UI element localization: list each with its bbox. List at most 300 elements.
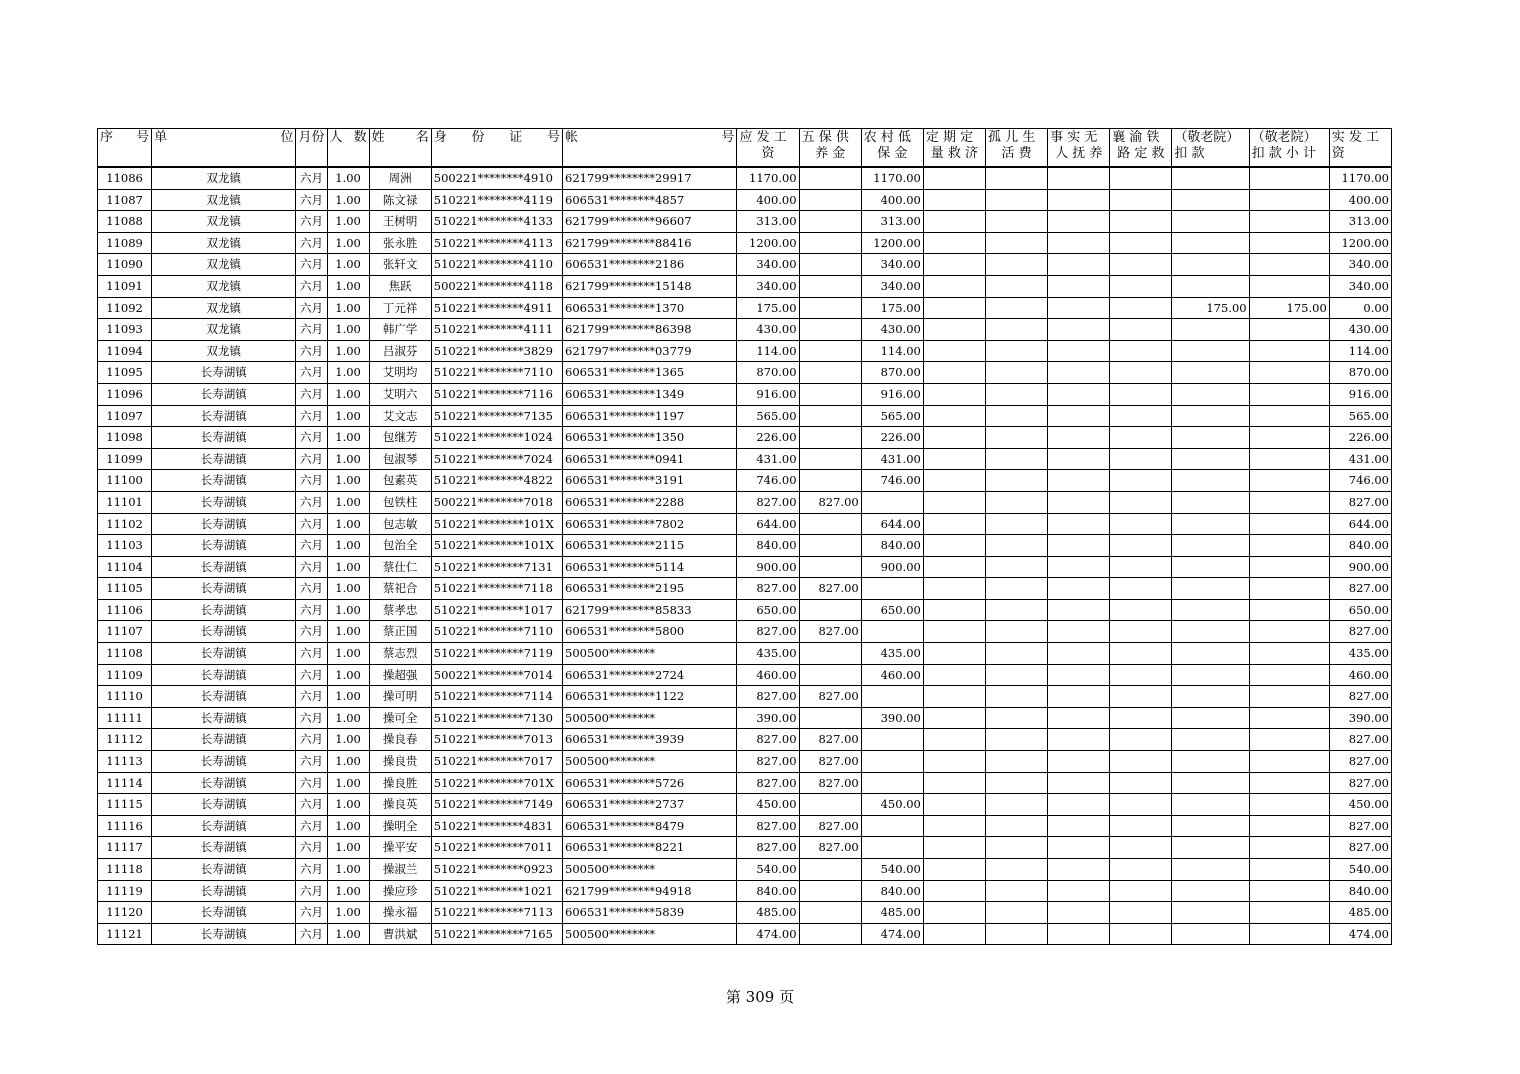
col-xiangyu-railway-cell: [1110, 405, 1172, 427]
col-gross-pay-cell: 540.00: [737, 859, 799, 881]
col-gross-pay-cell: 114.00: [737, 340, 799, 362]
header-text: 号: [547, 130, 561, 145]
col-five-guarantee-cell: 827.00: [799, 578, 861, 600]
header-col-five-guarantee: [799, 129, 861, 168]
col-fixed-relief-cell: [923, 167, 985, 189]
col-fixed-relief-cell: [923, 880, 985, 902]
col-id-number-cell: 510221********1017: [431, 599, 562, 621]
col-rural-dibao-cell: 540.00: [861, 859, 923, 881]
col-five-guarantee-cell: [799, 211, 861, 233]
col-id-number-cell: 510221********7113: [431, 902, 562, 924]
table-row: [98, 643, 1392, 665]
col-count-cell: 1.00: [327, 297, 369, 319]
col-count-cell: 1.00: [327, 880, 369, 902]
col-five-guarantee-cell: [799, 643, 861, 665]
col-month-cell: 六月: [296, 902, 327, 924]
col-id-number-cell: 510221********7114: [431, 686, 562, 708]
col-seq-cell: 11101: [98, 491, 152, 513]
col-rural-dibao-cell: 340.00: [861, 275, 923, 297]
col-de-facto-unsupported-cell: [1048, 275, 1110, 297]
col-rural-dibao-cell: 340.00: [861, 254, 923, 276]
col-orphan-living-cell: [986, 319, 1048, 341]
col-nursing-deduction-subtotal-cell: [1249, 362, 1329, 384]
table-row: [98, 513, 1392, 535]
col-xiangyu-railway-cell: [1110, 189, 1172, 211]
col-count-cell: 1.00: [327, 837, 369, 859]
col-net-pay-cell: 827.00: [1329, 729, 1391, 751]
col-net-pay-cell: 827.00: [1329, 815, 1391, 837]
col-xiangyu-railway-cell: [1110, 470, 1172, 492]
col-account-cell: 621799********15148: [563, 275, 737, 297]
col-xiangyu-railway-cell: [1110, 686, 1172, 708]
col-rural-dibao-cell: 313.00: [861, 211, 923, 233]
col-month-cell: 六月: [296, 211, 327, 233]
col-seq-cell: 11100: [98, 470, 152, 492]
col-month-cell: 六月: [296, 232, 327, 254]
col-orphan-living-cell: [986, 491, 1048, 513]
col-id-number-cell: 510221********7119: [431, 643, 562, 665]
col-net-pay-cell: 827.00: [1329, 772, 1391, 794]
col-id-number-cell: 510221********4133: [431, 211, 562, 233]
col-de-facto-unsupported-cell: [1048, 491, 1110, 513]
col-account-cell: 621799********29917: [563, 167, 737, 189]
col-name-cell: 操良春: [369, 729, 431, 751]
col-net-pay-cell: 840.00: [1329, 880, 1391, 902]
col-name-cell: 操淑兰: [369, 859, 431, 881]
col-nursing-deduction-cell: [1172, 729, 1249, 751]
col-orphan-living-cell: [986, 383, 1048, 405]
col-fixed-relief-cell: [923, 254, 985, 276]
col-rural-dibao-cell: 460.00: [861, 664, 923, 686]
col-orphan-living-cell: [986, 362, 1048, 384]
table-row: [98, 859, 1392, 881]
col-xiangyu-railway-cell: [1110, 794, 1172, 816]
col-account-cell: 500500********: [563, 751, 737, 773]
col-name-cell: 操良贵: [369, 751, 431, 773]
col-de-facto-unsupported-cell: [1048, 815, 1110, 837]
col-de-facto-unsupported-cell: [1048, 686, 1110, 708]
col-net-pay-cell: 840.00: [1329, 535, 1391, 557]
col-rural-dibao-cell: 840.00: [861, 880, 923, 902]
col-five-guarantee-cell: [799, 383, 861, 405]
col-rural-dibao-cell: 226.00: [861, 427, 923, 449]
col-fixed-relief-cell: [923, 470, 985, 492]
col-seq-cell: 11114: [98, 772, 152, 794]
col-account-cell: 606531********2186: [563, 254, 737, 276]
col-month-cell: 六月: [296, 448, 327, 470]
col-nursing-deduction-subtotal-cell: [1249, 707, 1329, 729]
col-nursing-deduction-subtotal-cell: [1249, 491, 1329, 513]
col-fixed-relief-cell: [923, 923, 985, 945]
col-seq-cell: 11106: [98, 599, 152, 621]
col-count-cell: 1.00: [327, 470, 369, 492]
col-gross-pay-cell: 313.00: [737, 211, 799, 233]
col-seq-cell: 11119: [98, 880, 152, 902]
col-count-cell: 1.00: [327, 556, 369, 578]
col-seq-cell: 11096: [98, 383, 152, 405]
col-de-facto-unsupported-cell: [1048, 167, 1110, 189]
col-month-cell: 六月: [296, 275, 327, 297]
col-name-cell: 操良胜: [369, 772, 431, 794]
col-account-cell: 621797********03779: [563, 340, 737, 362]
col-gross-pay-cell: 400.00: [737, 189, 799, 211]
col-orphan-living-cell: [986, 923, 1048, 945]
col-gross-pay-cell: 340.00: [737, 254, 799, 276]
col-orphan-living-cell: [986, 211, 1048, 233]
col-nursing-deduction-cell: [1172, 427, 1249, 449]
col-rural-dibao-cell: [861, 621, 923, 643]
col-nursing-deduction-cell: [1172, 383, 1249, 405]
col-xiangyu-railway-cell: [1110, 902, 1172, 924]
table-row: [98, 470, 1392, 492]
col-de-facto-unsupported-cell: [1048, 189, 1110, 211]
header-text: 人 抚 养: [1055, 146, 1103, 161]
col-five-guarantee-cell: [799, 513, 861, 535]
col-five-guarantee-cell: [799, 923, 861, 945]
col-de-facto-unsupported-cell: [1048, 535, 1110, 557]
col-id-number-cell: 510221********7118: [431, 578, 562, 600]
col-month-cell: 六月: [296, 686, 327, 708]
col-gross-pay-cell: 450.00: [737, 794, 799, 816]
col-net-pay-cell: 313.00: [1329, 211, 1391, 233]
col-unit-cell: 长寿湖镇: [152, 621, 296, 643]
col-fixed-relief-cell: [923, 902, 985, 924]
col-nursing-deduction-cell: [1172, 340, 1249, 362]
col-seq-cell: 11110: [98, 686, 152, 708]
col-nursing-deduction-subtotal-cell: [1249, 599, 1329, 621]
col-id-number-cell: 510221********4113: [431, 232, 562, 254]
col-xiangyu-railway-cell: [1110, 535, 1172, 557]
table-row: [98, 232, 1392, 254]
col-fixed-relief-cell: [923, 275, 985, 297]
col-name-cell: 蔡正国: [369, 621, 431, 643]
col-name-cell: 张轩文: [369, 254, 431, 276]
col-nursing-deduction-cell: [1172, 535, 1249, 557]
col-month-cell: 六月: [296, 729, 327, 751]
col-nursing-deduction-cell: [1172, 319, 1249, 341]
col-de-facto-unsupported-cell: [1048, 232, 1110, 254]
col-nursing-deduction-subtotal-cell: [1249, 686, 1329, 708]
col-nursing-deduction-subtotal-cell: [1249, 211, 1329, 233]
header-text: 号: [721, 130, 735, 145]
header-text: 位: [280, 130, 294, 145]
col-count-cell: 1.00: [327, 535, 369, 557]
col-xiangyu-railway-cell: [1110, 232, 1172, 254]
col-net-pay-cell: 431.00: [1329, 448, 1391, 470]
col-seq-cell: 11121: [98, 923, 152, 945]
col-nursing-deduction-subtotal-cell: 175.00: [1249, 297, 1329, 319]
col-count-cell: 1.00: [327, 340, 369, 362]
col-gross-pay-cell: 827.00: [737, 491, 799, 513]
page-number: 第 309 页: [725, 988, 795, 1006]
col-rural-dibao-cell: 565.00: [861, 405, 923, 427]
col-nursing-deduction-cell: [1172, 859, 1249, 881]
col-unit-cell: 双龙镇: [152, 189, 296, 211]
col-xiangyu-railway-cell: [1110, 297, 1172, 319]
col-unit-cell: 长寿湖镇: [152, 578, 296, 600]
col-fixed-relief-cell: [923, 513, 985, 535]
col-orphan-living-cell: [986, 880, 1048, 902]
col-de-facto-unsupported-cell: [1048, 772, 1110, 794]
table-row: [98, 794, 1392, 816]
col-id-number-cell: 510221********7110: [431, 362, 562, 384]
col-gross-pay-cell: 827.00: [737, 815, 799, 837]
col-xiangyu-railway-cell: [1110, 167, 1172, 189]
header-text: 序: [100, 130, 114, 145]
col-nursing-deduction-cell: [1172, 923, 1249, 945]
col-net-pay-cell: 870.00: [1329, 362, 1391, 384]
col-unit-cell: 长寿湖镇: [152, 383, 296, 405]
col-account-cell: 500500********: [563, 707, 737, 729]
col-name-cell: 焦跃: [369, 275, 431, 297]
col-de-facto-unsupported-cell: [1048, 751, 1110, 773]
table-row: [98, 707, 1392, 729]
table-row: [98, 837, 1392, 859]
col-de-facto-unsupported-cell: [1048, 513, 1110, 535]
col-de-facto-unsupported-cell: [1048, 794, 1110, 816]
col-nursing-deduction-cell: [1172, 254, 1249, 276]
col-name-cell: 蔡仕仁: [369, 556, 431, 578]
col-gross-pay-cell: 644.00: [737, 513, 799, 535]
col-fixed-relief-cell: [923, 859, 985, 881]
col-de-facto-unsupported-cell: [1048, 599, 1110, 621]
col-de-facto-unsupported-cell: [1048, 340, 1110, 362]
col-de-facto-unsupported-cell: [1048, 254, 1110, 276]
col-gross-pay-cell: 827.00: [737, 751, 799, 773]
col-count-cell: 1.00: [327, 383, 369, 405]
col-month-cell: 六月: [296, 319, 327, 341]
col-month-cell: 六月: [296, 297, 327, 319]
col-net-pay-cell: 827.00: [1329, 578, 1391, 600]
col-name-cell: 韩广学: [369, 319, 431, 341]
col-rural-dibao-cell: 114.00: [861, 340, 923, 362]
col-de-facto-unsupported-cell: [1048, 578, 1110, 600]
col-count-cell: 1.00: [327, 513, 369, 535]
col-seq-cell: 11115: [98, 794, 152, 816]
col-xiangyu-railway-cell: [1110, 275, 1172, 297]
col-orphan-living-cell: [986, 686, 1048, 708]
table-row: [98, 405, 1392, 427]
header-text: 襄 渝 铁: [1112, 130, 1160, 145]
header-text: 帐: [565, 130, 579, 145]
col-five-guarantee-cell: [799, 319, 861, 341]
col-seq-cell: 11118: [98, 859, 152, 881]
col-seq-cell: 11120: [98, 902, 152, 924]
header-text: 事 实 无: [1050, 130, 1098, 145]
col-month-cell: 六月: [296, 189, 327, 211]
col-five-guarantee-cell: 827.00: [799, 729, 861, 751]
col-unit-cell: 长寿湖镇: [152, 686, 296, 708]
col-nursing-deduction-cell: [1172, 707, 1249, 729]
col-de-facto-unsupported-cell: [1048, 297, 1110, 319]
col-seq-cell: 11089: [98, 232, 152, 254]
col-de-facto-unsupported-cell: [1048, 880, 1110, 902]
col-orphan-living-cell: [986, 902, 1048, 924]
col-unit-cell: 长寿湖镇: [152, 923, 296, 945]
col-id-number-cell: 510221********701X: [431, 772, 562, 794]
header-text: 活 费: [1001, 146, 1032, 161]
col-account-cell: 621799********96607: [563, 211, 737, 233]
col-de-facto-unsupported-cell: [1048, 556, 1110, 578]
col-id-number-cell: 510221********7013: [431, 729, 562, 751]
col-orphan-living-cell: [986, 815, 1048, 837]
col-seq-cell: 11104: [98, 556, 152, 578]
col-unit-cell: 双龙镇: [152, 319, 296, 341]
col-rural-dibao-cell: 435.00: [861, 643, 923, 665]
col-id-number-cell: 510221********1021: [431, 880, 562, 902]
col-seq-cell: 11109: [98, 664, 152, 686]
col-xiangyu-railway-cell: [1110, 837, 1172, 859]
col-unit-cell: 长寿湖镇: [152, 707, 296, 729]
col-unit-cell: 长寿湖镇: [152, 556, 296, 578]
table-row: [98, 254, 1392, 276]
col-unit-cell: 长寿湖镇: [152, 491, 296, 513]
table-row: [98, 362, 1392, 384]
table-row: [98, 880, 1392, 902]
header-col-orphan-living: [986, 129, 1048, 168]
col-xiangyu-railway-cell: [1110, 751, 1172, 773]
col-month-cell: 六月: [296, 254, 327, 276]
col-nursing-deduction-cell: [1172, 405, 1249, 427]
col-id-number-cell: 510221********7135: [431, 405, 562, 427]
col-five-guarantee-cell: [799, 167, 861, 189]
col-rural-dibao-cell: [861, 729, 923, 751]
col-fixed-relief-cell: [923, 837, 985, 859]
header-text: 养 金: [815, 146, 846, 161]
col-account-cell: 606531********2115: [563, 535, 737, 557]
col-five-guarantee-cell: [799, 405, 861, 427]
col-id-number-cell: 500221********7018: [431, 491, 562, 513]
col-count-cell: 1.00: [327, 859, 369, 881]
col-count-cell: 1.00: [327, 491, 369, 513]
col-rural-dibao-cell: [861, 815, 923, 837]
header-text: （敬老院）: [1174, 130, 1240, 145]
col-nursing-deduction-subtotal-cell: [1249, 902, 1329, 924]
col-xiangyu-railway-cell: [1110, 707, 1172, 729]
col-nursing-deduction-subtotal-cell: [1249, 859, 1329, 881]
col-rural-dibao-cell: 431.00: [861, 448, 923, 470]
col-gross-pay-cell: 1170.00: [737, 167, 799, 189]
col-account-cell: 621799********86398: [563, 319, 737, 341]
col-five-guarantee-cell: [799, 362, 861, 384]
col-unit-cell: 长寿湖镇: [152, 643, 296, 665]
col-seq-cell: 11093: [98, 319, 152, 341]
col-account-cell: 606531********5114: [563, 556, 737, 578]
header-col-name: [369, 129, 431, 168]
col-gross-pay-cell: 870.00: [737, 362, 799, 384]
col-id-number-cell: 510221********7116: [431, 383, 562, 405]
col-rural-dibao-cell: 650.00: [861, 599, 923, 621]
col-nursing-deduction-cell: [1172, 599, 1249, 621]
col-name-cell: 操永福: [369, 902, 431, 924]
col-name-cell: 包淑琴: [369, 448, 431, 470]
col-count-cell: 1.00: [327, 772, 369, 794]
col-nursing-deduction-subtotal-cell: [1249, 535, 1329, 557]
col-net-pay-cell: 900.00: [1329, 556, 1391, 578]
col-nursing-deduction-cell: [1172, 621, 1249, 643]
header-col-xiangyu-railway: [1110, 129, 1172, 168]
table-row: [98, 729, 1392, 751]
col-id-number-cell: 510221********7011: [431, 837, 562, 859]
col-xiangyu-railway-cell: [1110, 362, 1172, 384]
header-text: 路 定 救: [1117, 146, 1165, 161]
col-month-cell: 六月: [296, 880, 327, 902]
col-fixed-relief-cell: [923, 491, 985, 513]
table-row: [98, 297, 1392, 319]
col-xiangyu-railway-cell: [1110, 383, 1172, 405]
table-row: [98, 491, 1392, 513]
col-id-number-cell: 510221********4831: [431, 815, 562, 837]
col-gross-pay-cell: 827.00: [737, 578, 799, 600]
header-col-nursing-deduction: [1172, 129, 1249, 168]
col-name-cell: 王树明: [369, 211, 431, 233]
col-gross-pay-cell: 827.00: [737, 772, 799, 794]
col-xiangyu-railway-cell: [1110, 491, 1172, 513]
col-account-cell: 621799********85833: [563, 599, 737, 621]
col-nursing-deduction-subtotal-cell: [1249, 664, 1329, 686]
col-account-cell: 606531********2724: [563, 664, 737, 686]
col-fixed-relief-cell: [923, 621, 985, 643]
col-count-cell: 1.00: [327, 189, 369, 211]
col-count-cell: 1.00: [327, 427, 369, 449]
col-five-guarantee-cell: [799, 232, 861, 254]
col-count-cell: 1.00: [327, 902, 369, 924]
header-text: 月份: [298, 130, 325, 145]
col-nursing-deduction-subtotal-cell: [1249, 729, 1329, 751]
col-nursing-deduction-subtotal-cell: [1249, 340, 1329, 362]
col-name-cell: 包素英: [369, 470, 431, 492]
col-net-pay-cell: 827.00: [1329, 837, 1391, 859]
col-net-pay-cell: 340.00: [1329, 275, 1391, 297]
col-fixed-relief-cell: [923, 707, 985, 729]
col-account-cell: 606531********1197: [563, 405, 737, 427]
col-de-facto-unsupported-cell: [1048, 621, 1110, 643]
col-fixed-relief-cell: [923, 794, 985, 816]
col-seq-cell: 11116: [98, 815, 152, 837]
col-account-cell: 621799********94918: [563, 880, 737, 902]
col-orphan-living-cell: [986, 794, 1048, 816]
col-unit-cell: 长寿湖镇: [152, 794, 296, 816]
col-five-guarantee-cell: [799, 470, 861, 492]
col-gross-pay-cell: 916.00: [737, 383, 799, 405]
header-col-id-number: [431, 129, 562, 168]
col-fixed-relief-cell: [923, 211, 985, 233]
header-col-month: [296, 129, 327, 168]
col-five-guarantee-cell: [799, 599, 861, 621]
col-seq-cell: 11090: [98, 254, 152, 276]
col-seq-cell: 11103: [98, 535, 152, 557]
col-count-cell: 1.00: [327, 751, 369, 773]
col-fixed-relief-cell: [923, 448, 985, 470]
col-rural-dibao-cell: 900.00: [861, 556, 923, 578]
col-nursing-deduction-subtotal-cell: [1249, 448, 1329, 470]
col-account-cell: 606531********2737: [563, 794, 737, 816]
col-id-number-cell: 510221********4111: [431, 319, 562, 341]
col-month-cell: 六月: [296, 556, 327, 578]
col-net-pay-cell: 460.00: [1329, 664, 1391, 686]
col-nursing-deduction-cell: [1172, 556, 1249, 578]
col-month-cell: 六月: [296, 599, 327, 621]
col-xiangyu-railway-cell: [1110, 319, 1172, 341]
col-xiangyu-railway-cell: [1110, 815, 1172, 837]
col-fixed-relief-cell: [923, 815, 985, 837]
col-seq-cell: 11092: [98, 297, 152, 319]
col-account-cell: 606531********0941: [563, 448, 737, 470]
col-nursing-deduction-cell: [1172, 491, 1249, 513]
col-de-facto-unsupported-cell: [1048, 211, 1110, 233]
col-fixed-relief-cell: [923, 232, 985, 254]
col-count-cell: 1.00: [327, 362, 369, 384]
